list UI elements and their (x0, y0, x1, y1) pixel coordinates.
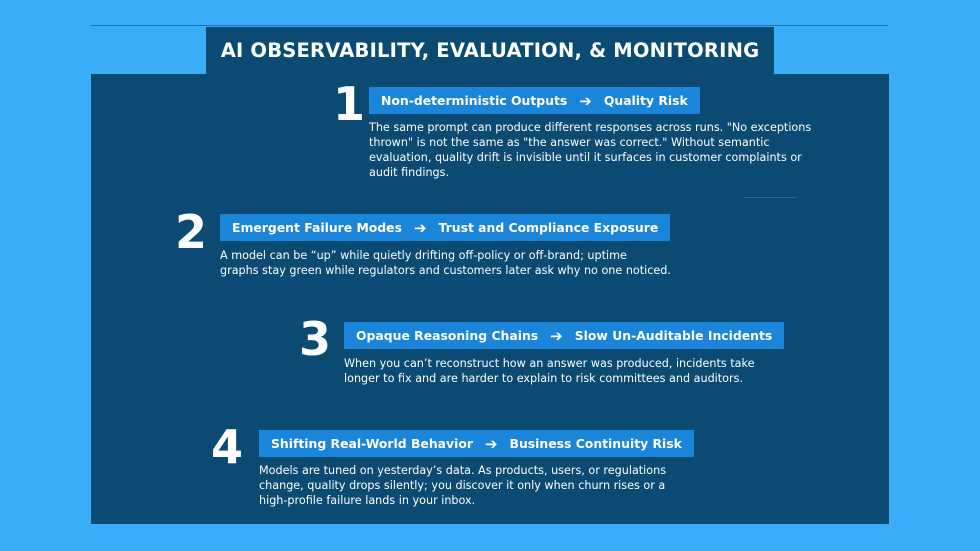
item-4-tag (259, 430, 694, 457)
item-1-line: evaluation, quality drift is invisible until it surfaces in customer complaints or (369, 151, 802, 164)
arrow-right-icon: ➔ (579, 91, 592, 110)
item-3-description (344, 356, 754, 386)
item-2-number: 2 (175, 205, 208, 259)
top-rule (91, 25, 888, 26)
item-2-cause: Emergent Failure Modes (232, 220, 402, 235)
page-title: AI OBSERVABILITY, EVALUATION, & MONITORING (220, 39, 760, 62)
item-4-cause: Shifting Real-World Behavior (271, 436, 473, 451)
item-3-cause: Opaque Reasoning Chains (356, 328, 539, 343)
item-3-effect: Slow Un-Auditable Incidents (574, 328, 773, 343)
item-3-tag (344, 322, 784, 349)
item-2-tag (220, 214, 670, 241)
item-1-line: The same prompt can produce different responses across runs. "No exceptions (369, 121, 812, 134)
item-1-line: audit findings. (369, 166, 450, 179)
divider (744, 197, 796, 198)
item-3-line: When you can’t reconstruct how an answer was produced, incidents take (344, 357, 755, 370)
item-1-description (369, 120, 811, 180)
item-1-cause: Non-deterministic Outputs (381, 93, 568, 108)
item-4-description (259, 463, 666, 508)
item-1-tag (369, 87, 700, 114)
item-2-effect: Trust and Compliance Exposure (438, 220, 659, 235)
item-4-line: high-profile failure lands in your inbox. (259, 494, 476, 507)
arrow-right-icon: ➔ (550, 326, 563, 345)
item-2-description (220, 248, 671, 278)
item-1-line: thrown" is not the same as "the answer was correct." Without semantic (369, 136, 770, 149)
arrow-right-icon: ➔ (413, 218, 427, 237)
item-1-effect: Quality Risk (603, 93, 688, 108)
title-banner (206, 27, 774, 74)
arrow-right-icon: ➔ (484, 434, 498, 453)
item-4-line: Models are tuned on yesterday’s data. As products, users, or regulations (259, 464, 667, 477)
item-3-line: longer to fix and are harder to explain to risk committees and auditors. (344, 372, 744, 385)
item-1-number: 1 (333, 77, 366, 131)
item-2-line: graphs stay green while regulators and customers later ask why no one noticed. (220, 264, 671, 277)
item-3-number: 3 (299, 312, 332, 366)
item-4-line: change, quality drops silently; you discover it only when churn rises or a (259, 479, 666, 492)
item-4-number: 4 (211, 420, 244, 474)
item-4-effect: Business Continuity Risk (509, 436, 682, 451)
item-2-line: A model can be “up” while quietly drifting off-policy or off-brand; uptime (220, 249, 627, 262)
